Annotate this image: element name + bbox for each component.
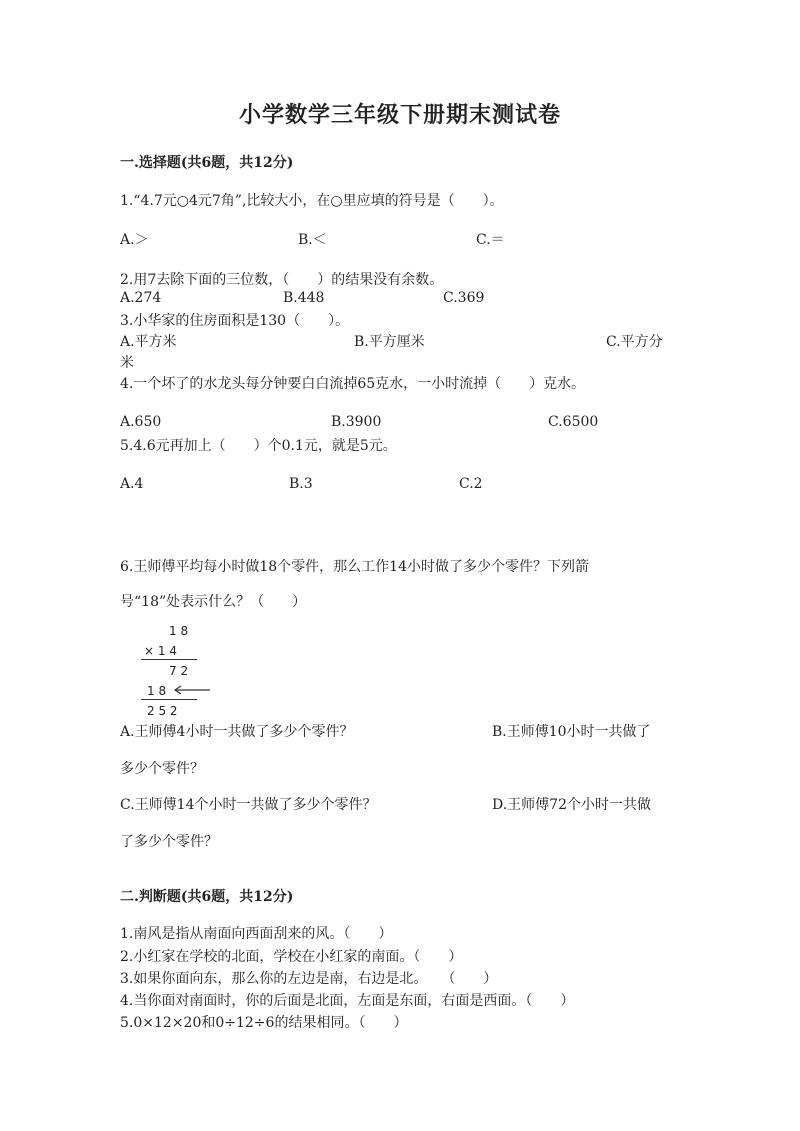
question-4-stem: 4.一个坏了的水龙头每分钟要白白流掉65克水，一小时流掉（ ）克水。 xyxy=(120,376,586,392)
left-arrow-icon xyxy=(172,684,212,696)
question-6-option-a: A.王师傅4小时一共做了多少个零件？ xyxy=(120,724,354,740)
question-3-option-c-wrap: 米 xyxy=(120,355,134,371)
question-4-option-c: C.6500 xyxy=(548,414,599,430)
calc-rule-1 xyxy=(141,659,197,660)
judgement-item: 4.当你面对南面时，你的后面是北面，左面是东面，右面是西面。（ ） xyxy=(120,993,575,1009)
question-3-stem: 3.小华家的住房面积是130（ ）。 xyxy=(120,313,350,329)
question-6-option-b-line2: 多少个零件？ xyxy=(120,761,204,777)
question-3-option-a: A.平方米 xyxy=(120,334,177,350)
question-1-stem: 1.“4.7元○4元7角”,比较大小，在○里应填的符号是（ ）。 xyxy=(120,193,504,209)
question-5-option-c: C.2 xyxy=(459,476,483,492)
judgement-item: 2.小红家在学校的北面，学校在小红家的南面。（ ） xyxy=(120,949,463,965)
question-4-option-b: B.3900 xyxy=(331,414,382,430)
question-2-option-b: B.448 xyxy=(283,290,325,306)
question-2-stem: 2.用7去除下面的三位数，（ ）的结果没有余数。 xyxy=(120,272,444,288)
judgement-item: 3.如果你面向东，那么你的左边是南，右边是北。 （ ） xyxy=(120,971,498,987)
question-1-option-c: C.＝ xyxy=(476,232,505,248)
section-heading-choice: 一.选择题(共6题，共12分) xyxy=(120,155,294,171)
judgement-item: 1.南风是指从南面向西面刮来的风。（ ） xyxy=(120,926,393,942)
question-3-option-b: B.平方厘米 xyxy=(354,334,425,350)
judgement-item: 5.0×12×20和0÷12÷6的结果相同。（ ） xyxy=(120,1015,408,1031)
question-6-stem-line2: 号“18”处表示什么？（ ） xyxy=(120,594,307,610)
question-3-option-c: C.平方分 xyxy=(606,334,663,350)
question-6-option-d-line2: 了多少个零件？ xyxy=(120,834,218,850)
question-6-stem-line1: 6.王师傅平均每小时做18个零件，那么工作14小时做了多少个零件？下列箭 xyxy=(120,559,589,575)
question-5-stem: 5.4.6元再加上（ ）个0.1元，就是5元。 xyxy=(120,438,397,454)
question-6-option-b-line1: B.王师傅10小时一共做了 xyxy=(492,724,651,740)
calc-row-partial-2: 1 8 xyxy=(147,684,167,698)
question-2-option-c: C.369 xyxy=(443,290,485,306)
calc-row-partial-1: 7 2 xyxy=(169,664,189,678)
question-6-option-d-line1: D.王师傅72个小时一共做 xyxy=(492,797,651,813)
question-5-option-a: A.4 xyxy=(120,476,144,492)
question-1-option-b: B.＜ xyxy=(298,232,327,248)
calc-row-product: 2 5 2 xyxy=(147,704,178,718)
question-5-option-b: B.3 xyxy=(289,476,313,492)
section-heading-judgement: 二.判断题(共6题，共12分) xyxy=(120,889,294,905)
calc-row-multiplicand: 1 8 xyxy=(169,624,189,638)
question-4-option-a: A.650 xyxy=(120,414,162,430)
question-6-option-c: C.王师傅14个小时一共做了多少个零件？ xyxy=(120,797,377,813)
question-2-option-a: A.274 xyxy=(120,290,162,306)
calc-row-multiplier: × 1 4 xyxy=(144,644,177,658)
page-title: 小学数学三年级下册期末测试卷 xyxy=(238,102,561,128)
calc-rule-2 xyxy=(141,699,197,700)
question-1-option-a: A.＞ xyxy=(120,232,149,248)
